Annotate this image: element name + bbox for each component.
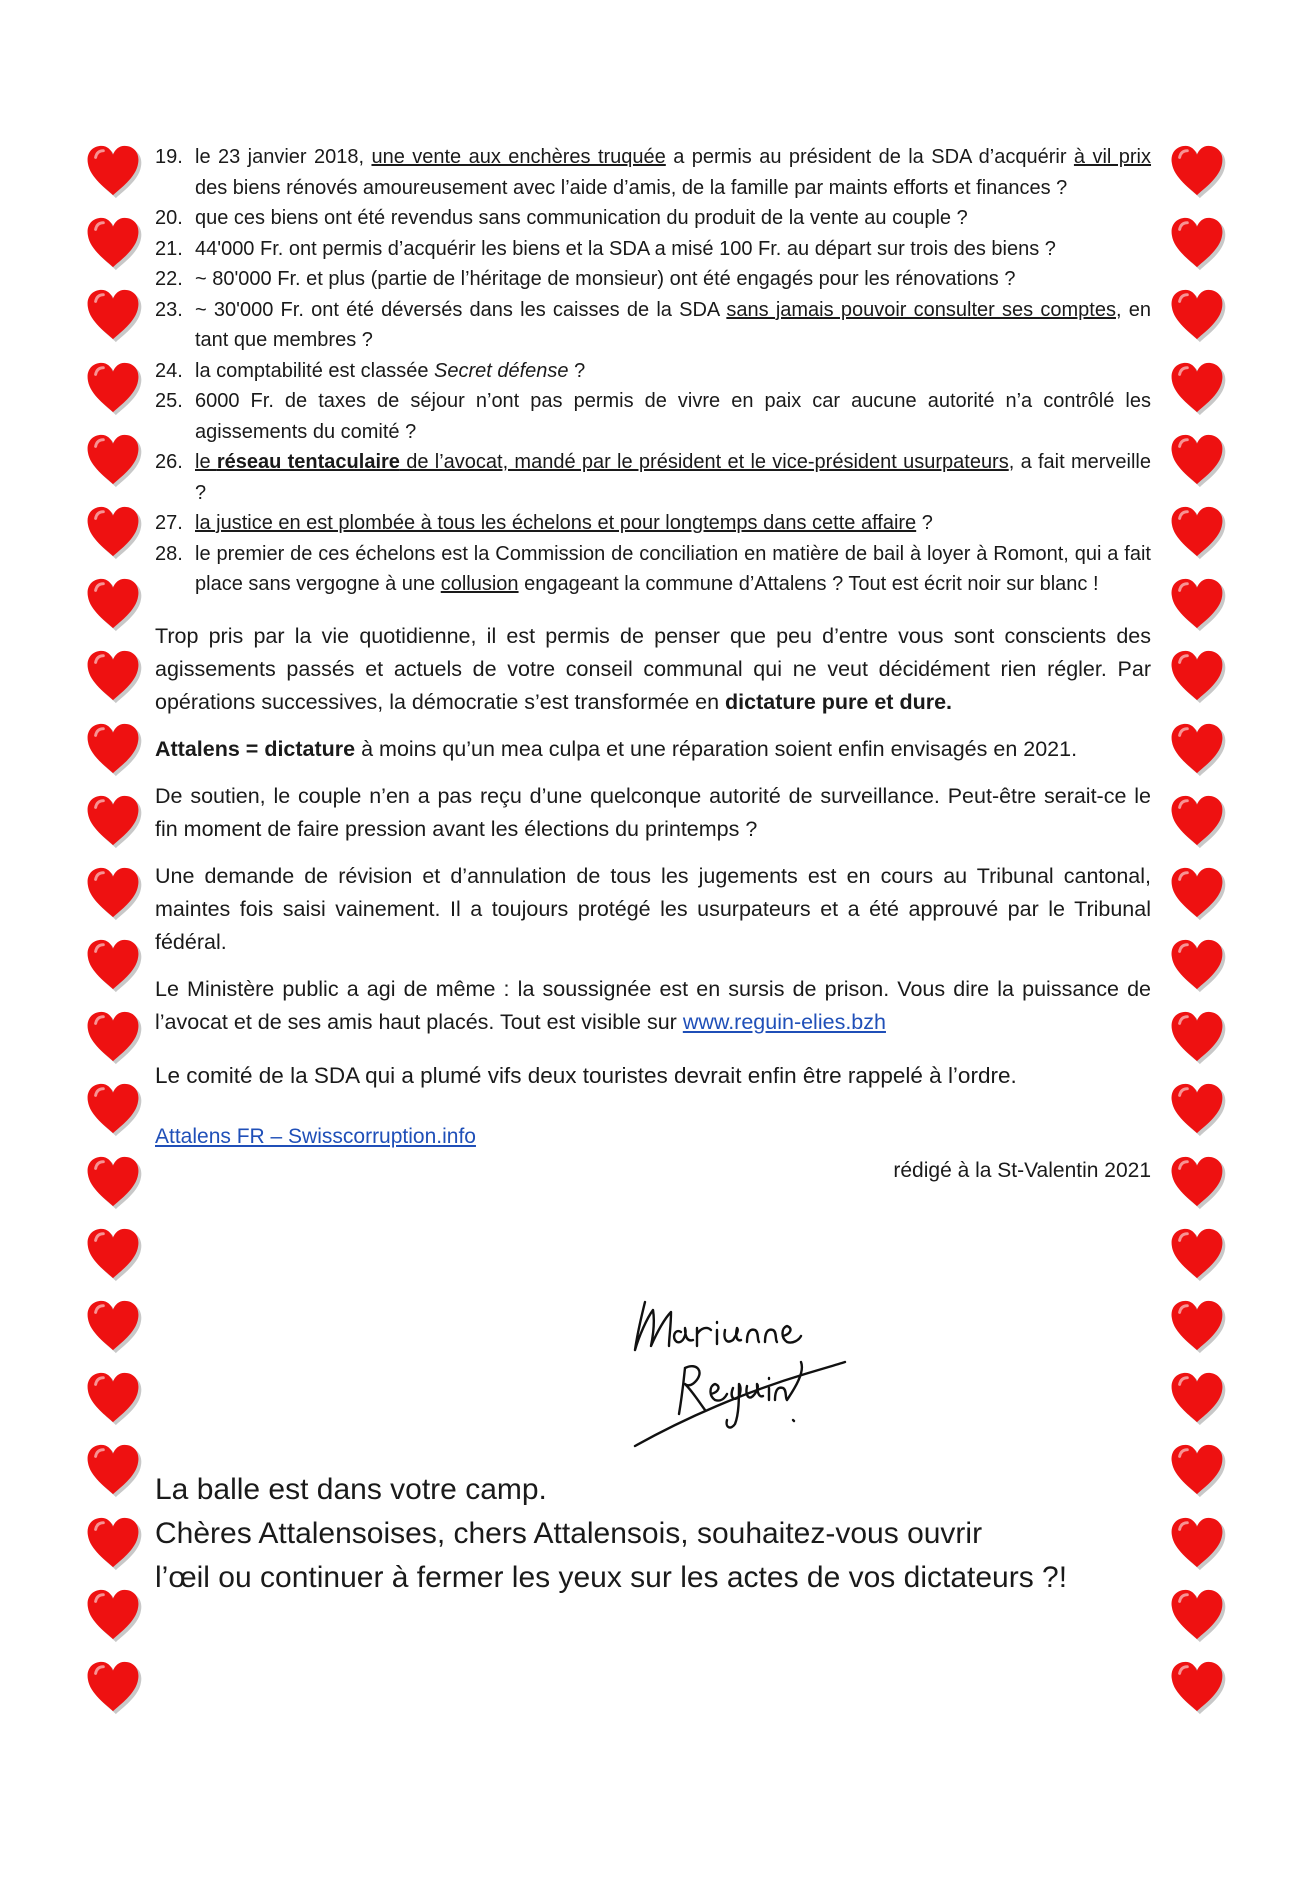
item-text: engageant la commune d’Attalens ? Tout est écrit noir sur blanc ! [518, 573, 1099, 595]
closing-line: l’œil ou continuer à fermer les yeux sur les actes de vos dictateurs ?! [155, 1561, 1068, 1594]
heart-icon [84, 431, 142, 489]
item-text: , en tant que membres ? [195, 298, 1152, 351]
list-item [155, 203, 1151, 234]
grievance-list [155, 142, 1151, 600]
heart-icon [84, 575, 142, 633]
item-text: le [195, 451, 217, 473]
footer-link-row [155, 1122, 1151, 1152]
heart-icon [1168, 1658, 1226, 1716]
heart-icon [84, 864, 142, 922]
item-text: ? [568, 359, 586, 382]
item-text: , a fait merveille ? [195, 451, 1151, 504]
item-number: 22. [155, 268, 183, 290]
paragraph-soutien [155, 780, 1151, 846]
heart-icon [1168, 1441, 1226, 1499]
heart-icon [1168, 1586, 1226, 1644]
heart-icon [1168, 431, 1226, 489]
heart-icon [1168, 864, 1226, 922]
list-item [155, 356, 1151, 387]
heart-icon [1168, 286, 1226, 344]
heart-icon [1168, 214, 1226, 272]
paragraph-revision [155, 860, 1151, 959]
right-heart-border [1168, 142, 1230, 1730]
heart-icon [84, 1586, 142, 1644]
signature [625, 1288, 855, 1458]
heart-icon [84, 936, 142, 994]
heart-icon [84, 1297, 142, 1355]
list-item [155, 234, 1151, 265]
heart-icon [1168, 359, 1226, 417]
item-text: de l’avocat, mandé par le président et le vice-président usurpateurs [399, 451, 1009, 473]
item-text: la comptabilité est classée [195, 359, 435, 382]
heart-icon [1168, 792, 1226, 850]
item-number: 24. [155, 359, 183, 382]
item-text: le premier de ces échelons est la Commission de conciliation en matière de bail à loyer à Romont, qui a fait place sans vergogne à une [195, 542, 1151, 595]
heart-icon [84, 720, 142, 778]
letter-body [155, 142, 1151, 1186]
heart-icon [1168, 647, 1226, 705]
heart-icon [1168, 1369, 1226, 1427]
heart-icon [1168, 1153, 1226, 1211]
paragraph-dictature [155, 733, 1151, 766]
heart-icon [84, 503, 142, 561]
heart-icon [84, 1514, 142, 1572]
item-number: 26. [155, 451, 183, 473]
item-text: Secret défense [434, 359, 569, 382]
heart-icon [84, 792, 142, 850]
item-text: ~ 30'000 Fr. ont été déversés dans les caisses de la SDA [195, 298, 727, 321]
heart-icon [1168, 720, 1226, 778]
list-item [155, 539, 1151, 600]
paragraph-conscients [155, 620, 1151, 719]
website-link[interactable]: www.reguin-elies.bzh [682, 1009, 886, 1034]
item-text: des biens rénovés amoureusement avec l’aide d’amis, de la famille par maints efforts et finances ? [195, 176, 1068, 199]
date-line: rédigé à la St-Valentin 2021 [893, 1158, 1151, 1182]
heart-icon [1168, 1080, 1226, 1138]
item-text: ~ 80'000 Fr. et plus (partie de l’héritage de monsieur) ont été engagés pour les rénovations ? [195, 268, 1016, 290]
item-text: une vente aux enchères truquée [371, 146, 666, 168]
heart-icon [1168, 1008, 1226, 1066]
heart-icon [84, 359, 142, 417]
item-number: 27. [155, 512, 183, 534]
heart-icon [84, 1153, 142, 1211]
heart-icon [84, 1080, 142, 1138]
heart-icon [1168, 936, 1226, 994]
closing-line: Chères Attalensoises, chers Attalensois, souhaitez-vous ouvrir [155, 1517, 983, 1550]
item-number: 23. [155, 298, 183, 321]
item-number: 19. [155, 146, 183, 168]
list-item [155, 508, 1151, 539]
paragraph-text: Le comité de la SDA qui a plumé vifs deux touristes devrait enfin être rappelé à l’ordre. [155, 1062, 1017, 1088]
item-text: 6000 Fr. de taxes de séjour n’ont pas permis de vivre en paix car aucune autorité n’a contrôlé les agissements du comité ? [195, 390, 1151, 443]
bold-phrase: Attalens = dictature [155, 736, 356, 761]
paragraph-text: à moins qu’un mea culpa et une réparation soient enfin envisagés en 2021. [355, 736, 1078, 761]
item-text: que ces biens ont été revendus sans communication du produit de la vente au couple ? [195, 207, 968, 229]
heart-icon [84, 142, 142, 200]
heart-icon [1168, 142, 1226, 200]
heart-icon [1168, 503, 1226, 561]
paragraph-ministere [155, 973, 1151, 1039]
heart-icon [84, 286, 142, 344]
bold-phrase: dictature pure et dure. [725, 689, 953, 714]
heart-icon [84, 1441, 142, 1499]
item-number: 28. [155, 542, 183, 565]
item-text: a permis au président de la SDA d’acquérir [665, 146, 1074, 168]
item-number: 20. [155, 207, 183, 229]
paragraph-comite [155, 1059, 1151, 1092]
paragraph-text: Trop pris par la vie quotidienne, il est permis de penser que peu d’entre vous sont conscients des agissements passés et actuels de votre conseil communal qui ne veut décidément rien régler. Par opérations successives, la démocratie s’est transformée en [155, 623, 1151, 714]
heart-icon [84, 1369, 142, 1427]
paragraph-text: De soutien, le couple n’en a pas reçu d’une quelconque autorité de surveillance. Peut-être serait-ce le fin moment de faire pression avant les élections du printemps ? [155, 783, 1151, 841]
heart-icon [1168, 575, 1226, 633]
heart-icon [84, 214, 142, 272]
list-item [155, 142, 1151, 203]
list-item [155, 295, 1151, 356]
heart-icon [84, 1225, 142, 1283]
heart-icon [1168, 1297, 1226, 1355]
item-text: collusion [440, 573, 519, 595]
swisscorruption-link[interactable]: Attalens FR – Swisscorruption.info [155, 1124, 476, 1148]
item-number: 25. [155, 390, 183, 412]
closing-line: La balle est dans votre camp. [155, 1473, 547, 1506]
list-item [155, 447, 1151, 508]
list-item [155, 264, 1151, 295]
item-text: la justice en est plombée à tous les échelons et pour longtemps dans cette affaire [195, 512, 917, 534]
heart-icon [1168, 1225, 1226, 1283]
heart-icon [84, 1008, 142, 1066]
paragraph-text: Une demande de révision et d’annulation de tous les jugements est en cours au Tribunal cantonal, maintes fois saisi vainement. Il a toujours protégé les usurpateurs et a été approuvé par le Tribunal fédéral. [155, 863, 1151, 954]
heart-icon [1168, 1514, 1226, 1572]
item-text: 44'000 Fr. ont permis d’acquérir les biens et la SDA a misé 100 Fr. au départ sur trois des biens ? [195, 237, 1056, 260]
list-item [155, 386, 1151, 447]
closing-appeal [155, 1468, 1155, 1600]
heart-icon [84, 647, 142, 705]
heart-icon [84, 1658, 142, 1716]
paragraph-text: Le Ministère public a agi de même : la soussignée est en sursis de prison. Vous dire la puissance de l’avocat et de ses amis haut placés. Tout est visible sur [155, 976, 1151, 1034]
left-heart-border [84, 142, 146, 1730]
item-text: ? [916, 512, 933, 534]
item-text: le 23 janvier 2018, [195, 146, 372, 168]
item-text: à vil prix [1073, 146, 1152, 168]
item-text: réseau tentaculaire [216, 451, 400, 473]
item-text: sans jamais pouvoir consulter ses comptes [726, 298, 1116, 321]
item-number: 21. [155, 237, 183, 260]
